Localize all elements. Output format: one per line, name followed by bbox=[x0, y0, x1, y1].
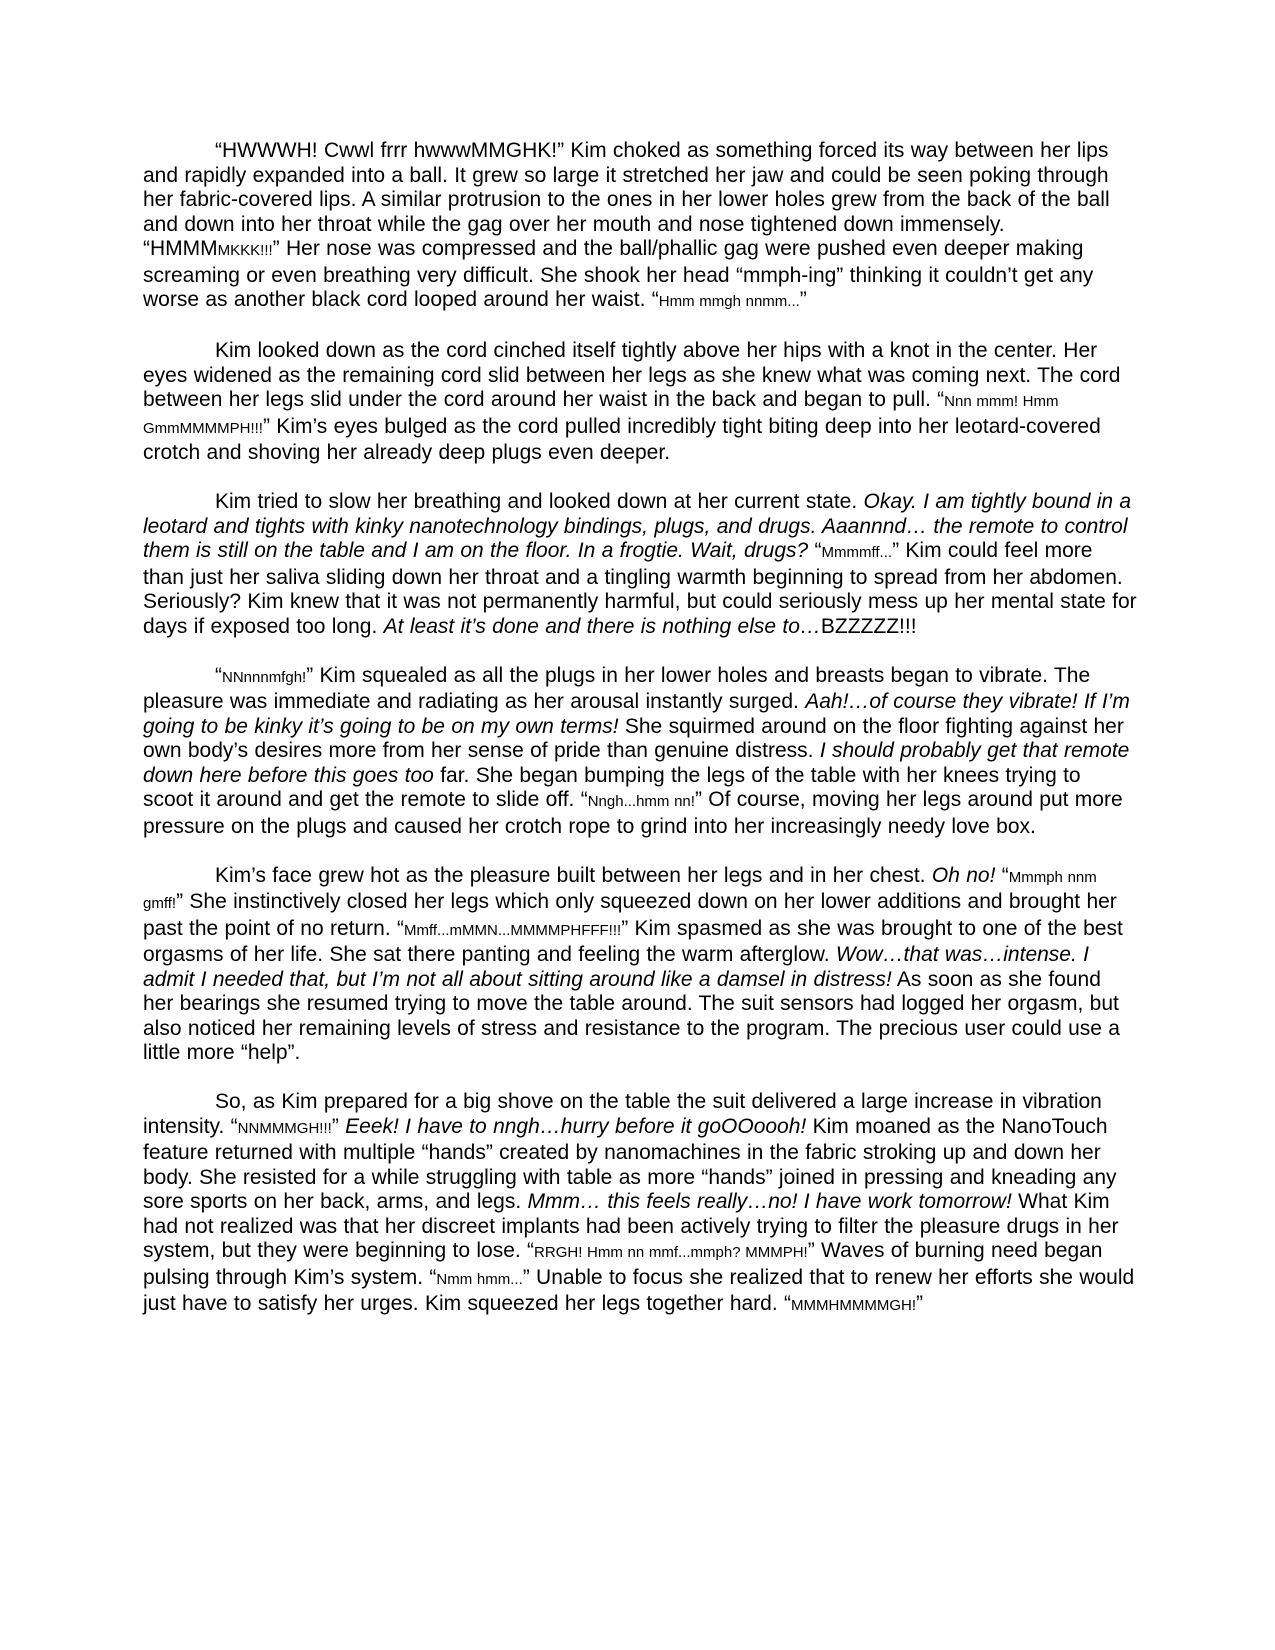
gag-speech-run: RRGH! Hmm nn mmf...mmph? MMMPH! bbox=[534, 1244, 808, 1261]
body-text-run: Kim looked down as the cord cinched itself tightly above her hips with a knot in the center. Her eyes widened as the remaining cord slid between her legs as she knew what was coming next. The cord between her legs slid under the cord around her waist in the back and began to pull. “ bbox=[143, 339, 1121, 411]
body-text-run: BZZZZZ!!! bbox=[820, 614, 917, 638]
italic-thought-run: Oh no! bbox=[931, 863, 996, 887]
body-text-run: So, as Kim prepared for a big shove on the table the suit delivered a large increase in vibration intensity. “ bbox=[143, 1090, 1102, 1138]
body-text-run: ” Kim squealed as all the plugs in her lower holes and breasts began to vibrate. The pleasure was immediate and radiating as her arousal instantly surged. bbox=[143, 663, 1091, 713]
body-text-run: “ bbox=[215, 663, 222, 687]
gag-speech-run: MMMHMMMMGH! bbox=[791, 1297, 916, 1314]
body-text-run: ” Kim’s eyes bulged as the cord pulled incredibly tight biting deep into her leotard-covered crotch and shoving her already deep plugs even deeper. bbox=[143, 414, 1101, 464]
italic-thought-run: Okay. I am tightly bound in a leotard and tights with kinky nanotechnology bindings, plugs, and drugs. Aaannnd… the remote to control them is still on the table and I am on the floor. In a frogtie. Wait, drugs? bbox=[143, 490, 1132, 562]
body-text-run: What Kim had not realized was that her discreet implants had been actively trying to filter the pleasure drugs in her system, but they were beginning to lose. “ bbox=[143, 1190, 1119, 1262]
body-text-run: ” She instinctively closed her legs which only squeezed down on her lower additions and brought her past the point of no return. “ bbox=[143, 890, 1117, 940]
body-text-run: ” Kim spasmed as she was brought to one of the best orgasms of her life. She sat there panting and feeling the warm afterglow. bbox=[143, 916, 1123, 966]
gag-speech-run: Mmmph nnm gmff! bbox=[143, 868, 1097, 912]
body-text-run: Kim tried to slow her breathing and looked down at her current state. bbox=[215, 490, 864, 513]
italic-thought-run: Aah!…of course they vibrate! If I’m going to be kinky it’s going to be on my own terms! bbox=[143, 690, 1130, 738]
body-text-run: “ bbox=[995, 863, 1009, 887]
italic-thought-run: I should probably get that remote down here before this goes too bbox=[143, 739, 1130, 787]
paragraph-5 bbox=[143, 864, 1137, 1066]
italic-thought-run: At least it’s done and there is nothing else to… bbox=[383, 614, 821, 638]
italic-thought-run: Mmm… this feels really…no! I have work tomorrow! bbox=[527, 1190, 1012, 1213]
gag-speech-run: Mmmmff... bbox=[821, 544, 893, 561]
italic-thought-run: Eeek! I have to nngh…hurry before it goOOoooh! bbox=[345, 1114, 807, 1138]
body-text-run: ” bbox=[331, 1114, 346, 1138]
body-text-run: ” Of course, moving her legs around put more pressure on the plugs and caused her crotch rope to grind into her increasingly needy love box. bbox=[143, 788, 1123, 838]
gag-speech-run: NNMMMGH!!! bbox=[237, 1119, 332, 1137]
body-text-run: ” Kim could feel more than just her saliva sliding down her throat and a tingling warmth beginning to spread from her abdomen. Seriously? Kim knew that it was not permanently harmful, but could seriously mess up her mental state for days if exposed too long. bbox=[143, 539, 1137, 638]
body-text-run: ” Her nose was compressed and the ball/phallic gag were pushed even deeper making screaming or even breathing very difficult. She shook her head “mmph-ing” thinking it couldn’t get any worse as another black cord looped around her waist. “ bbox=[143, 237, 1094, 311]
body-text-run: ” Unable to focus she realized that to renew her efforts she would just have to satisfy her urges. Kim squeezed her legs together hard. “ bbox=[143, 1265, 1135, 1315]
gag-speech-run: MKKK!!! bbox=[217, 242, 273, 259]
paragraph-2 bbox=[143, 339, 1137, 466]
body-text-run: Kim’s face grew hot as the pleasure built between her legs and in her chest. bbox=[215, 863, 932, 887]
italic-thought-run: Wow…that was…intense. I admit I needed that, but I’m not all about sitting around like a damsel in distress! bbox=[143, 943, 1089, 991]
gag-speech-run: NNnnnmfgh! bbox=[222, 668, 307, 686]
body-text-run: ” bbox=[799, 288, 807, 311]
paragraph-1 bbox=[143, 139, 1137, 315]
gag-speech-run: Mmff...mMMN...MMMMPHFFF!!! bbox=[404, 921, 622, 939]
body-text-run: ” bbox=[915, 1292, 923, 1315]
gag-speech-run: Nmm hmm... bbox=[436, 1270, 523, 1288]
gag-speech-run: Nnn mmm! Hmm GmmMMMMPH!!! bbox=[143, 393, 1059, 437]
gag-speech-run: Hmm mmgh nnmm... bbox=[658, 293, 800, 310]
paragraph-6 bbox=[143, 1090, 1137, 1319]
body-text-run: ” Waves of burning need began pulsing through Kim’s system. “ bbox=[143, 1239, 1103, 1289]
body-text-run: far. She began bumping the legs of the table with her knees trying to scoot it around and get the remote to slide off. “ bbox=[143, 763, 1081, 811]
body-text-run: “ bbox=[808, 539, 822, 562]
paragraph-3 bbox=[143, 490, 1137, 639]
body-text-run: “HWWWH! Cwwl frrr hwwwMMGHK!” Kim choked as something forced its way between her lips and rapidly expanded into a ball. It grew so large it stretched her jaw and could be seen poking through her fabric-covered lips. A similar protrusion to the ones in her lower holes grew from the back of the ball and down into her throat while the gag over her mouth and nose tightened down immensely. “HMMM bbox=[143, 139, 1110, 260]
paragraph-4 bbox=[143, 664, 1137, 840]
gag-speech-run: Nngh...hmm nn! bbox=[587, 793, 695, 810]
body-text-run: As soon as she found her bearings she resumed trying to move the table around. The suit sensors had logged her orgasm, but also noticed her remaining levels of stress and resistance to the program. The precious user could use a little more “help”. bbox=[143, 967, 1120, 1064]
document-text-block bbox=[143, 139, 1137, 1319]
body-text-run: Kim moaned as the NanoTouch feature returned with multiple “hands” created by nanomachines in the fabric stroking up and down her body. She resisted for a while struggling with table as more “hands” joined in pressing and kneading any sore sports on her back, arms, and legs. bbox=[143, 1114, 1117, 1213]
body-text-run: She squirmed around on the floor fighting against her own body’s desires more from her sense of pride than genuine distress. bbox=[143, 714, 1124, 762]
